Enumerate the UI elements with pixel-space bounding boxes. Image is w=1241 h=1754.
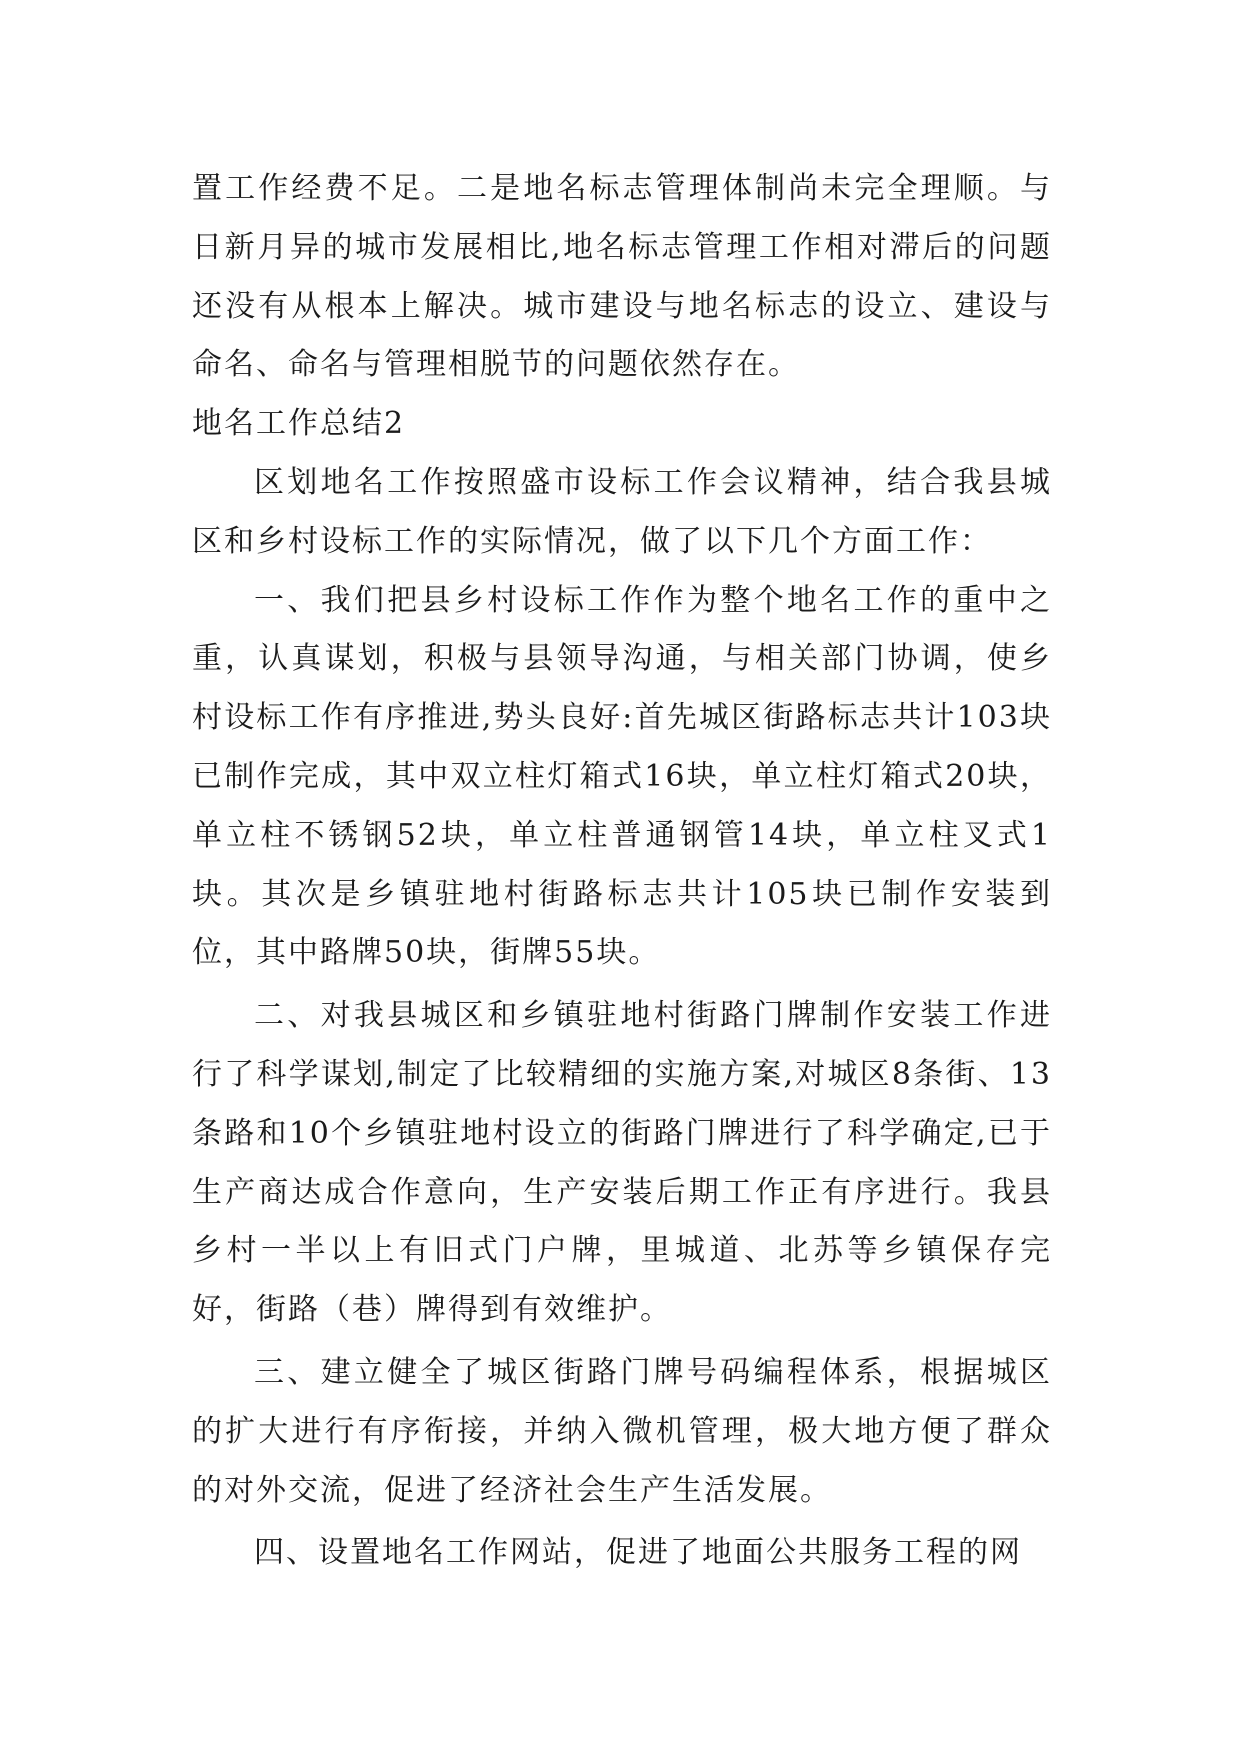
paragraph-point-4: 四、设置地名工作网站，促进了地面公共服务工程的网: [254, 1535, 1022, 1571]
paragraph-intro: 区划地名工作按照盛市设标工作会议精神，结合我县城区和乡村设标工作的实际情况，做了以下几个方面工作：: [192, 464, 1052, 559]
paragraph-point-1: 一、我们把县乡村设标工作作为整个地名工作的重中之重，认真谋划，积极与县领导沟通，与相关部门协调，使乡村设标工作有序推进,势头良好:首先城区街路标志共计103块已制作完成，其中双立柱灯箱式16块，单立柱灯箱式20块，单立柱不锈钢52块，单立柱普通钢管14块，单立柱叉式1块。其次是乡镇驻地村街路标志共计105块已制作安装到位，其中路牌50块，街牌55块。: [192, 582, 1052, 971]
paragraph-continuation: 置工作经费不足。二是地名标志管理体制尚未完全理顺。与日新月异的城市发展相比,地名标志管理工作相对滞后的问题还没有从根本上解决。城市建设与地名标志的设立、建设与命名、命名与管理相脱节的问题依然存在。: [192, 171, 1052, 383]
section-heading: 地名工作总结2: [192, 406, 406, 442]
paragraph-point-3: 三、建立健全了城区街路门牌号码编程体系，根据城区的扩大进行有序衔接，并纳入微机管理，极大地方便了群众的对外交流，促进了经济社会生产生活发展。: [192, 1354, 1052, 1508]
paragraph-point-2: 二、对我县城区和乡镇驻地村街路门牌制作安装工作进行了科学谋划,制定了比较精细的实施方案,对城区8条街、13条路和10个乡镇驻地村设立的街路门牌进行了科学确定,已于生产商达成合作意向，生产安装后期工作正有序进行。我县乡村一半以上有旧式门户牌，里城道、北苏等乡镇保存完好，街路（巷）牌得到有效维护。: [192, 998, 1052, 1328]
document-body: [192, 160, 1052, 1583]
